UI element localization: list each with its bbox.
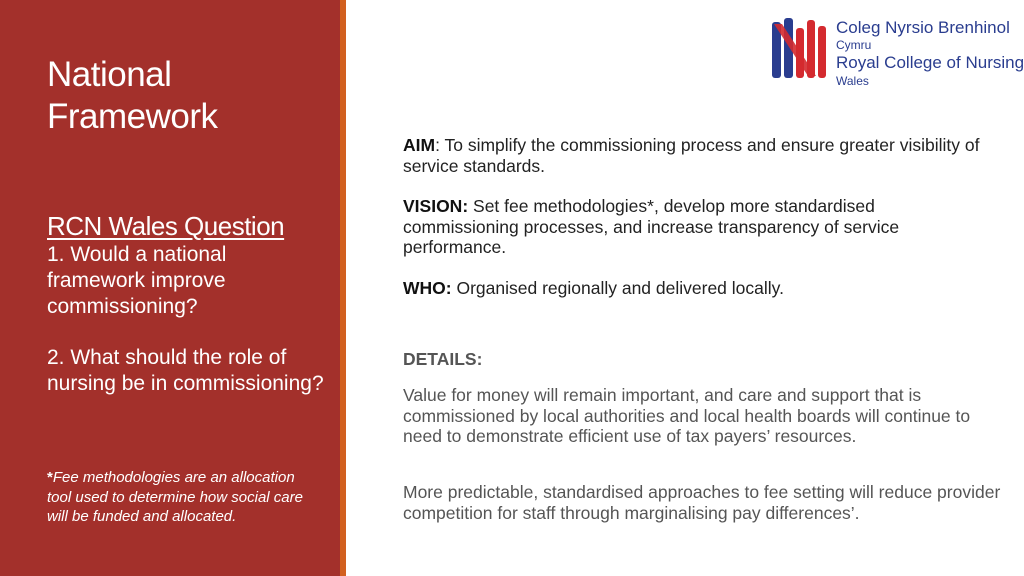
who-text: Organised regionally and delivered locally. (451, 278, 784, 298)
details-paragraph-1: Value for money will remain important, and care and support that is commissioned by local authorities and local health boards will continue to need to demonstrate efficient use of tax payers’ resources. (403, 385, 971, 446)
details-label: DETAILS: (403, 349, 483, 369)
slide-title: National Framework (47, 55, 218, 136)
footnote-star: * (47, 469, 53, 486)
vision-label: VISION: (403, 196, 469, 216)
aim-statement (403, 135, 993, 176)
who-statement (403, 278, 993, 299)
who-label: WHO: (403, 278, 452, 298)
logo-text (836, 18, 1024, 88)
logo-english-country: Wales (836, 74, 869, 88)
logo-welsh-name: Coleg Nyrsio Brenhinol (836, 18, 1010, 37)
panel-edge-stripe (340, 0, 346, 576)
aim-label: AIM (403, 135, 436, 155)
logo-english-name: Royal College of Nursing (836, 53, 1024, 72)
question-1: 1. Would a national framework improve commissioning? (47, 243, 227, 318)
question-2: 2. What should the role of nursing be in commissioning? (47, 346, 324, 395)
rcn-logo-mark-icon (768, 14, 830, 86)
vision-text: Set fee methodologies*, develop more standardised commissioning processes, and increase transparency of service performance. (403, 196, 900, 257)
aim-text: : To simplify the commissioning process and ensure greater visibility of service standards. (403, 135, 980, 176)
footnote-text: Fee methodologies are an allocation tool used to determine how social care will be funded and allocated. (47, 469, 303, 525)
left-panel (0, 0, 340, 576)
question-heading: RCN Wales Question (47, 211, 285, 241)
footnote (47, 468, 309, 527)
rcn-wales-logo (766, 12, 1024, 100)
logo-welsh-country: Cymru (836, 38, 872, 52)
vision-statement (403, 196, 993, 258)
details-paragraph-2: More predictable, standardised approaches to fee setting will reduce provider competition for staff through marginalising pay differences’. (403, 482, 1001, 523)
